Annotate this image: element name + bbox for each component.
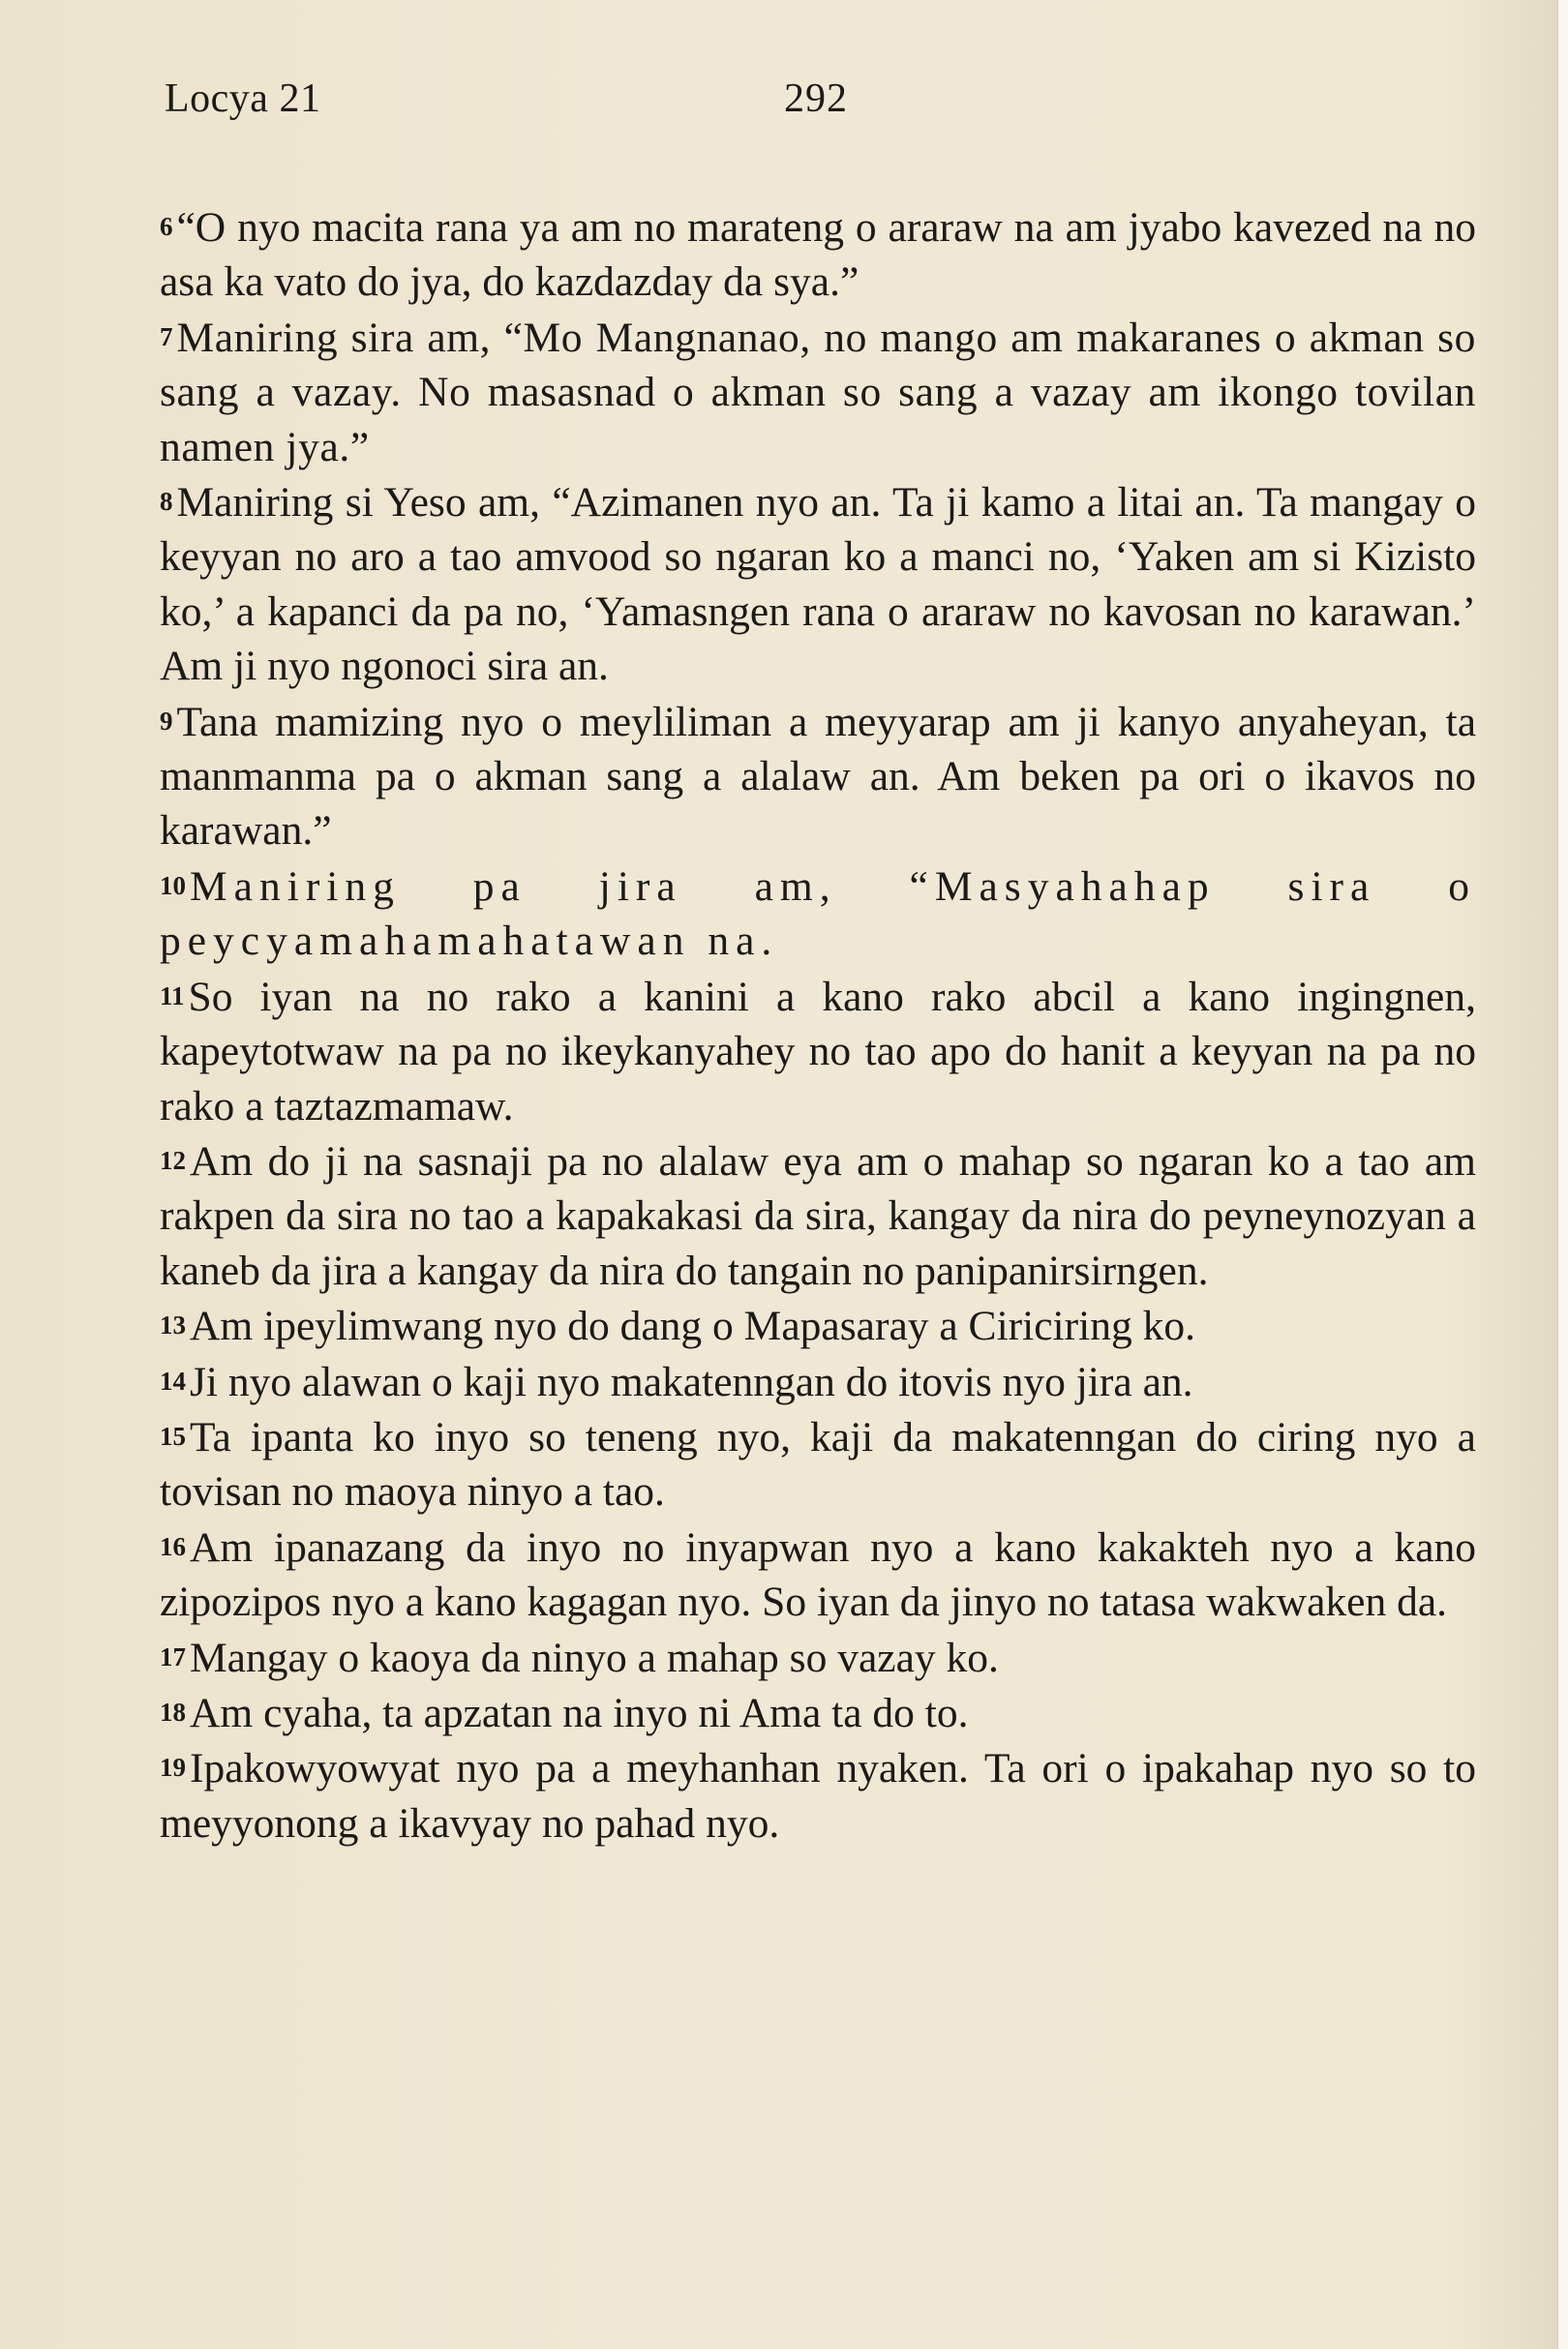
verse [160,199,1476,310]
verse-number: 12 [160,1145,186,1175]
verse [160,1133,1476,1298]
verse [160,1354,1476,1409]
verse-text: Am do ji na sasnaji pa no alalaw eya am o mahap so ngaran ko a tao am rakpen da sira no tao a kapakakasi da sira, kangay da nira do peyneynozyan a kaneb da jira a kangay da nira do tangain no panipanirsirngen. [160,1137,1476,1294]
verse-number: 7 [160,321,173,351]
verse-number: 13 [160,1310,186,1340]
verse-text: Ipakowyowyat nyo pa a meyhanhan nyaken. Ta ori o ipakahap nyo so to meyyonong a ikavyay no pahad nyo. [160,1745,1476,1847]
verse-number: 9 [160,706,173,736]
verse [160,1520,1476,1630]
verse [160,1685,1476,1740]
verse [160,1409,1476,1520]
verse-text: Am ipeylimwang nyo do dang o Mapasaray a Ciriciring ko. [190,1303,1195,1350]
verse-number: 11 [160,980,185,1010]
verse-number: 6 [160,212,173,241]
verse [160,1630,1476,1685]
verse-text: Ta ipanta ko inyo so teneng nyo, kaji da makatenngan do ciring nyo a tovisan no maoya ninyo a tao. [160,1413,1476,1516]
verse-number: 14 [160,1366,186,1396]
verse-text: So iyan na no rako a kanini a kano rako abcil a kano ingingnen, kapeytotwaw na pa no ikeykanyahey no tao apo do hanit a keyyan na pa no rako a taztazmamaw. [160,973,1476,1129]
page-number: 292 [784,76,848,121]
verse-text: Maniring si Yeso am, “Azimanen nyo an. Ta ji kamo a litai an. Ta mangay o keyyan no aro a tao amvood so ngaran ko a manci no, ‘Yaken am si Kizisto ko,’ a kapanci da pa no, ‘Yamasngen rana o araraw no kavosan no karawan.’ Am ji nyo ngonoci sira an. [160,479,1476,690]
verse-number: 8 [160,487,173,517]
verse-number: 18 [160,1697,186,1727]
verse [160,310,1476,474]
verse-text: Ji nyo alawan o kaji nyo makatenngan do itovis nyo jira an. [190,1358,1193,1405]
verse [160,474,1476,694]
page-edge [1557,0,1568,2349]
scripture-text [160,199,1476,1851]
verse [160,858,1476,969]
verse-text: Maniring pa jira am, “Masyahahap sira o peycyamahamahatawan na. [160,862,1476,965]
verse-number: 17 [160,1641,186,1671]
running-head [165,75,861,124]
verse-text: Mangay o kaoya da ninyo a mahap so vazay ko. [190,1634,999,1681]
verse [160,1298,1476,1353]
verse [160,1740,1476,1851]
verse-text: Am cyaha, ta apzatan na inyo ni Ama ta do to. [190,1689,969,1736]
verse-text: Tana mamizing nyo o meyliliman a meyyarap am ji kanyo anyaheyan, ta manmanma pa o akman sang a alalaw an. Am beken pa ori o ikavos no karawan.” [160,698,1476,855]
verse-number: 10 [160,870,186,900]
verse-number: 15 [160,1421,186,1451]
verse [160,694,1476,858]
verse [160,969,1476,1133]
verse-number: 19 [160,1753,186,1783]
verse-text: “O nyo macita rana ya am no marateng o araraw na am jyabo kavezed na no asa ka vato do jya, do kazdazday da sya.” [160,204,1476,306]
verse-text: Maniring sira am, “Mo Mangnanao, no mango am makaranes o akman so sang a vazay. No masasnad o akman so sang a vazay am ikongo tovilan namen jya.” [160,314,1476,470]
verse-number: 16 [160,1531,186,1561]
verse-text: Am ipanazang da inyo no inyapwan nyo a kano kakakteh nyo a kano zipozipos nyo a kano kagagan nyo. So iyan da jinyo no tatasa wakwaken da. [160,1523,1476,1626]
book-chapter-label: Locya 21 [165,76,321,121]
